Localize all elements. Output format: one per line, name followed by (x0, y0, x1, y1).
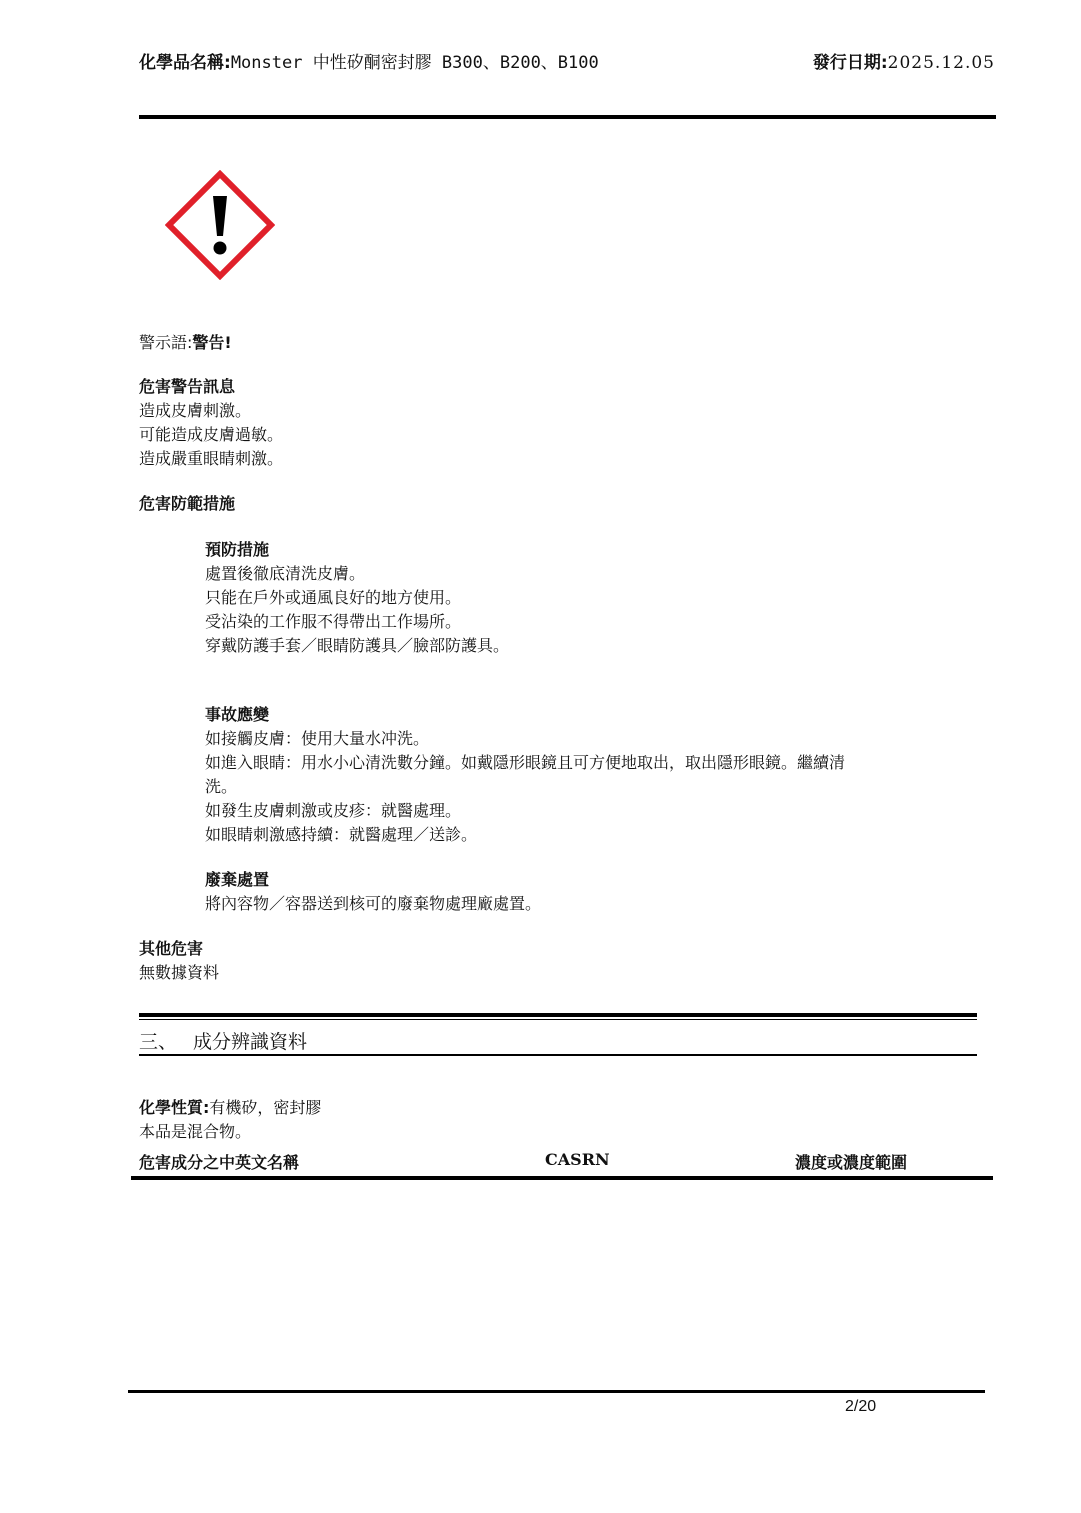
chemical-nature-value: 有機矽，密封膠 (209, 1098, 322, 1117)
chemical-nature-label: 化學性質: (139, 1098, 210, 1117)
signal-word (139, 331, 232, 355)
table-header-name: 危害成分之中英文名稱 (139, 1153, 300, 1172)
signal-word-label: 警示語: (139, 333, 193, 352)
section-rule-top (139, 1013, 977, 1017)
hazard-statement-line: 造成皮膚刺激。 (139, 401, 252, 420)
other-hazards-value: 無數據資料 (139, 963, 220, 982)
response-line: 如進入眼睛：用水小心清洗數分鐘。如戴隱形眼鏡且可方便地取出，取出隱形眼鏡。繼續清 (205, 753, 846, 772)
section-rule-top-thin (139, 1019, 977, 1020)
response-line: 如接觸皮膚：使用大量水冲洗。 (205, 729, 430, 748)
page-number: 2/20 (845, 1398, 877, 1415)
section-title: 成分辨識資料 (193, 1031, 308, 1053)
chemical-nature (139, 1096, 321, 1120)
mixture-note: 本品是混合物。 (139, 1122, 252, 1141)
date-label: 發行日期: (812, 53, 888, 73)
hazard-statements-title: 危害警告訊息 (139, 377, 236, 396)
issue-date-header (813, 48, 995, 73)
date-value: 2025.12.05 (887, 53, 995, 73)
section-rule-bottom (139, 1054, 977, 1056)
signal-word-value: 警告! (192, 333, 232, 352)
table-header-rule (131, 1176, 993, 1180)
other-hazards-title: 其他危害 (139, 939, 204, 958)
product-name: Monster 中性矽酮密封膠 B300、B200、B100 (230, 53, 599, 73)
response-line: 如發生皮膚刺激或皮疹：就醫處理。 (205, 801, 462, 820)
response-title: 事故應變 (205, 705, 270, 724)
prevention-title: 預防措施 (205, 540, 270, 559)
product-name-header (139, 48, 599, 73)
hazard-statement-line: 可能造成皮膚過敏。 (139, 425, 284, 444)
prevention-line: 穿戴防護手套／眼睛防護具／臉部防護具。 (205, 636, 510, 655)
prevention-line: 只能在戶外或通風良好的地方使用。 (205, 588, 462, 607)
section-number: 三、 (139, 1031, 178, 1053)
prevention-line: 處置後徹底清洗皮膚。 (205, 564, 366, 583)
prevention-line: 受沾染的工作服不得帶出工作場所。 (205, 612, 462, 631)
response-line: 洗。 (205, 777, 238, 796)
table-header-concentration: 濃度或濃度範圍 (795, 1153, 908, 1172)
precautionary-title: 危害防範措施 (139, 494, 236, 513)
exclamation-mark-hazard-icon (165, 170, 275, 280)
table-header-casrn: CASRN (545, 1150, 610, 1169)
header-rule (139, 115, 996, 119)
disposal-line: 將內容物／容器送到核可的廢棄物處理廠處置。 (205, 894, 542, 913)
footer-rule (128, 1390, 985, 1393)
hazard-statement-line: 造成嚴重眼睛刺激。 (139, 449, 284, 468)
product-label: 化學品名稱: (139, 53, 231, 73)
disposal-title: 廢棄處置 (205, 870, 270, 889)
response-line: 如眼睛刺激感持續：就醫處理／送診。 (205, 825, 478, 844)
